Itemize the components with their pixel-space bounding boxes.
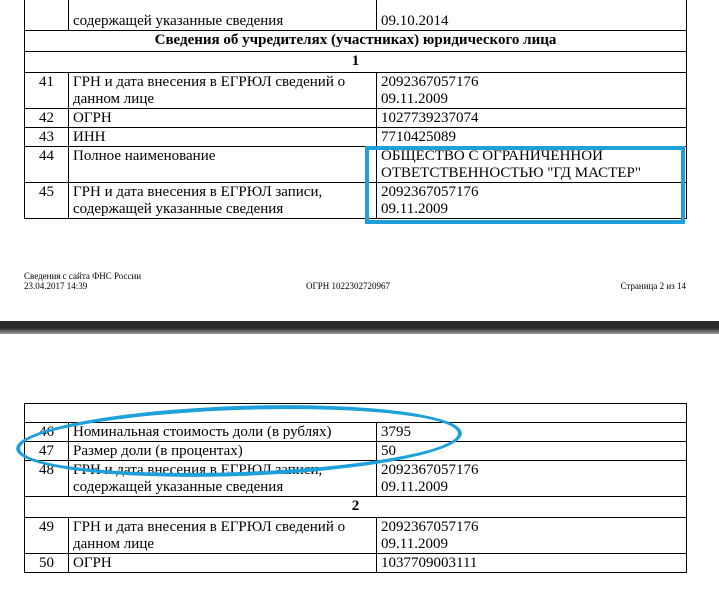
row-label <box>69 442 377 461</box>
row-label-line: Полное наименование <box>73 148 216 164</box>
row-value <box>377 147 687 183</box>
table-row <box>25 0 687 31</box>
row-label <box>69 147 377 183</box>
table-row <box>25 128 687 147</box>
egrul-table-bottom <box>24 403 687 573</box>
row-label <box>69 423 377 442</box>
footer-ogrn: ОГРН 1022302720967 <box>306 281 390 291</box>
row-label <box>69 518 377 554</box>
row-value-line: 2092367057176 <box>381 519 479 535</box>
row-value-line: 09.11.2009 <box>381 479 448 495</box>
table-row <box>25 147 687 183</box>
row-label-line: ОГРН <box>73 555 112 571</box>
row-value <box>377 109 687 128</box>
row-label-line: данном лице <box>73 536 154 552</box>
page-separator <box>0 321 719 334</box>
row-number: 42 <box>25 109 69 128</box>
footer-page-number: Страница 2 из 14 <box>620 281 686 291</box>
row-value-line: 09.11.2009 <box>381 536 448 552</box>
row-label <box>69 73 377 109</box>
row-number: 46 <box>25 423 69 442</box>
row-value-line: 09.11.2009 <box>381 201 448 217</box>
table-row <box>25 461 687 497</box>
table-row <box>25 109 687 128</box>
row-label <box>69 128 377 147</box>
row-value-line: 1037709003111 <box>381 555 478 571</box>
row-value-line: 50 <box>381 443 396 459</box>
row-label-line: ГРН и дата внесения в ЕГРЮЛ записи, <box>73 184 323 200</box>
row-value <box>377 461 687 497</box>
footer-source: Сведения с сайта ФНС России <box>24 271 142 281</box>
table-row <box>25 442 687 461</box>
row-value-line: 09.11.2009 <box>381 91 448 107</box>
row-value-line: 1027739237074 <box>381 110 479 126</box>
row-value: 09.10.2014 <box>377 0 687 31</box>
row-label <box>69 554 377 573</box>
row-number: 45 <box>25 183 69 219</box>
row-value <box>377 183 687 219</box>
row-number: 48 <box>25 461 69 497</box>
row-label-line: содержащей указанные сведения <box>73 479 284 495</box>
section-header-row <box>25 31 687 52</box>
row-label <box>69 183 377 219</box>
row-value <box>377 128 687 147</box>
blank-row <box>25 404 687 423</box>
row-number: 43 <box>25 128 69 147</box>
participant-number-row <box>25 52 687 73</box>
row-value-line: ОБЩЕСТВО С ОГРАНИЧЕННОЙ <box>381 148 603 164</box>
row-number: 41 <box>25 73 69 109</box>
row-label-line: содержащей указанные сведения <box>73 201 284 217</box>
row-value <box>377 518 687 554</box>
row-label-line: Номинальная стоимость доли (в рублях) <box>73 424 332 440</box>
row-number: 47 <box>25 442 69 461</box>
row-value-line: 7710425089 <box>381 129 456 145</box>
row-label-line: ГРН и дата внесения в ЕГРЮЛ записи, <box>73 462 323 478</box>
row-label: содержащей указанные сведения <box>69 0 377 31</box>
participant-number: 1 <box>25 52 687 73</box>
egrul-table-top <box>24 0 687 219</box>
row-value <box>377 442 687 461</box>
row-number <box>25 0 69 31</box>
row-number: 44 <box>25 147 69 183</box>
table-row <box>25 554 687 573</box>
row-number: 49 <box>25 518 69 554</box>
row-label-line: ОГРН <box>73 110 112 126</box>
row-value-line: ОТВЕТСТВЕННОСТЬЮ "ГД МАСТЕР" <box>381 165 641 181</box>
row-label <box>69 109 377 128</box>
row-label <box>69 461 377 497</box>
participant-number: 2 <box>25 497 687 518</box>
row-value <box>377 73 687 109</box>
row-number: 50 <box>25 554 69 573</box>
row-label-line: данном лице <box>73 91 154 107</box>
table-row <box>25 518 687 554</box>
row-value <box>377 554 687 573</box>
document-page-3 <box>0 334 719 599</box>
row-value-line: 2092367057176 <box>381 184 479 200</box>
table-row <box>25 73 687 109</box>
row-value <box>377 423 687 442</box>
participant-number-row <box>25 497 687 518</box>
footer-datetime: 23.04.2017 14:39 <box>24 281 88 291</box>
row-label-line: ИНН <box>73 129 106 145</box>
row-value-line: 3795 <box>381 424 411 440</box>
table-row <box>25 423 687 442</box>
row-value-line: 2092367057176 <box>381 74 479 90</box>
row-label-line: ГРН и дата внесения в ЕГРЮЛ сведений о <box>73 74 346 90</box>
row-label-line: Размер доли (в процентах) <box>73 443 243 459</box>
row-label-line: ГРН и дата внесения в ЕГРЮЛ сведений о <box>73 519 346 535</box>
row-value-line: 2092367057176 <box>381 462 479 478</box>
table-row <box>25 183 687 219</box>
section-title: Сведения об учредителях (участниках) юридического лица <box>25 31 687 52</box>
